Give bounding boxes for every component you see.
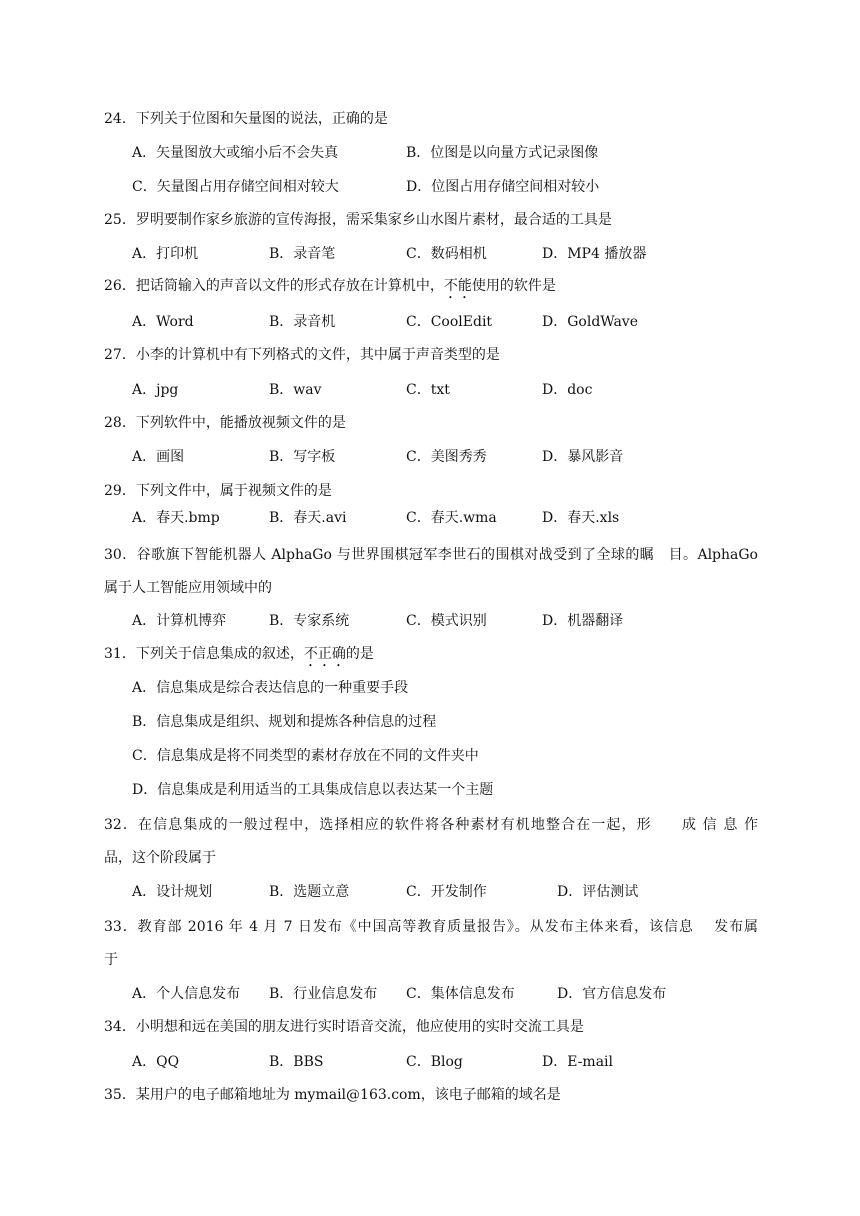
- question-text-end: 的是: [345, 646, 374, 662]
- question-number: 31．: [104, 646, 136, 662]
- option-b: B．BBS: [269, 1054, 324, 1070]
- question-number: 29．: [104, 483, 136, 499]
- question-text: 下列软件中，能播放视频文件的是: [135, 415, 346, 431]
- question-number: 28．: [104, 415, 136, 431]
- option-d: D．暴风影音: [542, 449, 624, 465]
- question-number: 30．: [104, 547, 137, 563]
- question-text: 把话筒输入的声音以文件的形式存放在计算机中，: [135, 278, 444, 294]
- question-text: 罗明要制作家乡旅游的宣传海报，需采集家乡山水图片素材，最合适的工具是: [135, 212, 612, 228]
- option-d: D．doc: [542, 382, 593, 398]
- option-c: C．开发制作: [406, 884, 487, 900]
- question-number: 27．: [104, 347, 136, 363]
- option-c: C．Blog: [406, 1054, 463, 1070]
- question-27: [104, 345, 500, 365]
- question-number: 32．: [104, 817, 139, 833]
- option-b: B．录音机: [269, 314, 336, 330]
- option-a: A．设计规划: [132, 884, 213, 900]
- option-b: B．位图是以向量方式记录图像: [406, 145, 599, 161]
- option-b: B．wav: [269, 382, 322, 398]
- question-text: 下列文件中，属于视频文件的是: [135, 483, 332, 499]
- option-a: A．个人信息发布: [132, 986, 241, 1002]
- question-25: [104, 210, 612, 230]
- question-text: 某用户的电子邮箱地址为 mymail@163.com，该电子邮箱的域名是: [135, 1087, 561, 1103]
- question-text: 谷歌旗下智能机器人 AlphaGo 与世界围棋冠军李世石的围棋对战受到了全球的瞩 目。AlphaGo: [136, 547, 758, 563]
- question-31: [104, 644, 374, 670]
- emphasized-text: 不正确: [303, 646, 346, 662]
- option-d: D．机器翻译: [542, 613, 624, 629]
- option-b: B．写字板: [269, 449, 336, 465]
- option-a: A．信息集成是综合表达信息的一种重要手段: [132, 680, 409, 696]
- question-text: 在信息集成的一般过程中，选择相应的软件将各种素材有机地整合在一起，形 成 信 息 作: [138, 817, 758, 833]
- emphasized-text: 不能: [443, 278, 472, 294]
- question-text-end: 使用的软件是: [471, 278, 556, 294]
- question-text: 教育部 2016 年 4 月 7 日发布《中国高等教育质量报告》。从发布主体来看，该信息 发布属: [137, 919, 758, 935]
- option-a: A．jpg: [132, 382, 179, 398]
- option-a: A．计算机博弈: [132, 613, 227, 629]
- option-c: C．信息集成是将不同类型的素材存放在不同的文件夹中: [132, 748, 479, 764]
- option-b: B．录音笔: [269, 246, 336, 262]
- question-32: [104, 815, 758, 835]
- question-32-continued: 品，这个阶段属于: [104, 850, 216, 866]
- option-c: C．txt: [406, 382, 450, 398]
- option-a: A．QQ: [132, 1054, 180, 1070]
- question-text: 下列关于位图和矢量图的说法，正确的是: [135, 111, 388, 127]
- question-30: [104, 545, 758, 565]
- question-28: [104, 413, 346, 433]
- question-26: [104, 276, 556, 302]
- option-c: C．矢量图占用存储空间相对较大: [132, 179, 339, 195]
- option-a: A．矢量图放大或缩小后不会失真: [132, 145, 339, 161]
- option-d: D．MP4 播放器: [542, 246, 647, 262]
- option-b: B．信息集成是组织、规划和提炼各种信息的过程: [132, 714, 437, 730]
- option-d: D．官方信息发布: [557, 986, 667, 1002]
- question-number: 33．: [104, 919, 138, 935]
- option-c: C．数码相机: [406, 246, 487, 262]
- question-24: [104, 109, 388, 129]
- question-number: 24．: [104, 111, 136, 127]
- question-number: 26．: [104, 278, 136, 294]
- option-a: A．春天.bmp: [132, 510, 220, 526]
- question-text: 小明想和远在美国的朋友进行实时语音交流，他应使用的实时交流工具是: [135, 1019, 584, 1035]
- option-d: D．春天.xls: [542, 510, 620, 526]
- option-c: C．CoolEdit: [406, 314, 493, 330]
- option-b: B．春天.avi: [269, 510, 347, 526]
- question-34: [104, 1017, 584, 1037]
- question-number: 34．: [104, 1019, 136, 1035]
- option-d: D．评估测试: [557, 884, 639, 900]
- option-c: C．模式识别: [406, 613, 487, 629]
- question-29: [104, 481, 332, 501]
- option-b: B．选题立意: [269, 884, 350, 900]
- option-d: D．位图占用存储空间相对较小: [406, 179, 600, 195]
- question-number: 35．: [104, 1087, 136, 1103]
- option-a: A．Word: [132, 314, 194, 330]
- option-a: A．打印机: [132, 246, 199, 262]
- option-c: C．美图秀秀: [406, 449, 487, 465]
- question-number: 25．: [104, 212, 136, 228]
- question-30-continued: 属于人工智能应用领域中的: [104, 580, 272, 596]
- option-b: B．专家系统: [269, 613, 350, 629]
- option-d: D．信息集成是利用适当的工具集成信息以表达某一个主题: [132, 782, 494, 798]
- question-text: 小李的计算机中有下列格式的文件，其中属于声音类型的是: [135, 347, 500, 363]
- option-a: A．画图: [132, 449, 185, 465]
- option-d: D．GoldWave: [542, 314, 638, 330]
- question-35: [104, 1085, 561, 1105]
- question-33-continued: 于: [104, 952, 118, 968]
- option-c: C．集体信息发布: [406, 986, 515, 1002]
- question-33: [104, 917, 758, 937]
- option-b: B．行业信息发布: [269, 986, 378, 1002]
- option-d: D．E-mail: [542, 1054, 614, 1070]
- option-c: C．春天.wma: [406, 510, 497, 526]
- question-text: 下列关于信息集成的叙述，: [135, 646, 304, 662]
